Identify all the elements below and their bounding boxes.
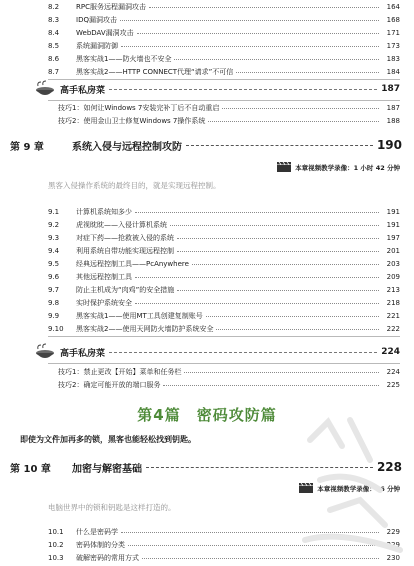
- entry-page: 229: [386, 541, 400, 549]
- toc-entry[interactable]: [48, 246, 400, 256]
- toc-entry[interactable]: [48, 2, 400, 12]
- entry-title: 什么是密码学: [76, 528, 118, 536]
- entry-title: 计算机系统知多少: [76, 208, 132, 216]
- dot-leader: [170, 225, 379, 226]
- dot-leader: [120, 20, 379, 21]
- dot-leader: [236, 72, 379, 73]
- entry-page: 221: [386, 312, 400, 320]
- entry-page: 191: [386, 221, 400, 229]
- chapter-title: 系统入侵与远程控制攻防: [72, 141, 182, 153]
- toc-entry[interactable]: [48, 233, 400, 243]
- toc-entry[interactable]: [48, 298, 400, 308]
- entry-title: 密码体制的分类: [76, 541, 125, 549]
- cooking-pot-icon: [34, 343, 56, 361]
- video-duration: 本章视频教学录像：16 分钟: [317, 484, 400, 493]
- entry-number: 9.3: [48, 234, 60, 242]
- recipe-page: 224: [381, 347, 400, 357]
- entry-page: 173: [386, 42, 400, 50]
- dot-leader: [177, 251, 379, 252]
- entry-title: RPC服务远程漏洞攻击: [76, 3, 146, 11]
- recipe-title: 高手私房菜: [60, 348, 106, 359]
- entry-number: 9.10: [48, 325, 64, 333]
- entry-page: 171: [386, 29, 400, 37]
- dot-leader: [135, 303, 379, 304]
- toc-entry[interactable]: [48, 285, 400, 295]
- dot-leader: [174, 59, 379, 60]
- entry-title: 黑客实战1——防火墙也不安全: [76, 55, 172, 63]
- entry-number: 9.1: [48, 208, 60, 216]
- toc-entry[interactable]: [48, 67, 400, 77]
- dot-leader: [177, 290, 379, 291]
- chapter-title: 加密与解密基础: [72, 463, 142, 475]
- dot-leader: [177, 238, 379, 239]
- entry-number: 9.2: [48, 221, 60, 229]
- entry-number: 9.6: [48, 273, 60, 281]
- entry-title: 系统漏洞防御: [76, 42, 118, 50]
- toc-entry[interactable]: [48, 220, 400, 230]
- entry-page: 203: [386, 260, 400, 268]
- entry-title: 经典远程控制工具——PcAnywhere: [76, 260, 189, 268]
- entry-number: 8.6: [48, 55, 60, 63]
- dash-leader: [186, 145, 373, 146]
- tip-page: 188: [386, 117, 400, 125]
- chapter-page: 228: [376, 460, 402, 474]
- divider: [48, 100, 400, 101]
- entry-number: 8.7: [48, 68, 60, 76]
- recipe-header: [34, 78, 400, 100]
- entry-page: 209: [386, 273, 400, 281]
- entry-title: 黑客实战2——使用天网防火墙防护系统安全: [76, 325, 214, 333]
- dot-leader: [184, 372, 379, 373]
- recipe-header: [34, 341, 400, 363]
- toc-entry[interactable]: [48, 207, 400, 217]
- entry-page: 184: [386, 68, 400, 76]
- entry-number: 9.9: [48, 312, 60, 320]
- entry-number: 10.3: [48, 554, 64, 562]
- entry-page: 201: [386, 247, 400, 255]
- toc-entry[interactable]: [48, 54, 400, 64]
- chapter-intro: 电脑世界中的锁和钥匙是这样打造的。: [48, 503, 176, 512]
- entry-number: 8.4: [48, 29, 60, 37]
- entry-page: 168: [386, 16, 400, 24]
- entry-title: 破解密码的常用方式: [76, 554, 139, 562]
- entry-number: 8.3: [48, 16, 60, 24]
- entry-title: 其他远程控制工具: [76, 273, 132, 281]
- toc-entry[interactable]: [48, 259, 400, 269]
- toc-entry[interactable]: [48, 324, 400, 334]
- dash-leader: [109, 352, 377, 353]
- dot-leader: [163, 385, 379, 386]
- clapperboard-icon: [277, 162, 291, 172]
- dot-leader: [135, 277, 379, 278]
- toc-entry[interactable]: [48, 41, 400, 51]
- tip-title: 技巧1：禁止更改【开始】菜单和任务栏: [58, 368, 182, 376]
- divider: [48, 336, 400, 337]
- tip-title: 技巧2：使用金山卫士修复Windows 7操作系统: [58, 117, 206, 125]
- dot-leader: [135, 212, 379, 213]
- entry-title: 黑客实战2——HTTP CONNECT代理“请求”不可信: [76, 68, 234, 76]
- entry-page: 230: [386, 554, 400, 562]
- toc-tip[interactable]: [58, 103, 400, 113]
- recipe-page: 187: [381, 84, 400, 94]
- entry-page: 218: [386, 299, 400, 307]
- entry-title: 虎视眈眈——入侵计算机系统: [76, 221, 167, 229]
- toc-entry[interactable]: [48, 272, 400, 282]
- divider: [48, 363, 400, 364]
- chapter-number: 第 10 章: [10, 463, 51, 475]
- entry-title: 实时保护系统安全: [76, 299, 132, 307]
- entry-number: 10.2: [48, 541, 64, 549]
- entry-page: 229: [386, 528, 400, 536]
- dash-leader: [109, 89, 377, 90]
- toc-entry[interactable]: [48, 15, 400, 25]
- toc-entry[interactable]: [48, 28, 400, 38]
- watermark-stamp: [290, 400, 410, 566]
- toc-entry[interactable]: [48, 311, 400, 321]
- entry-title: 防止主机成为“肉鸡”的安全措施: [76, 286, 175, 294]
- tip-title: 技巧1：如何让Windows 7安装完补丁后不自动重启: [58, 104, 220, 112]
- dot-leader: [222, 108, 379, 109]
- entry-title: 对症下药——抢救被入侵的系统: [76, 234, 174, 242]
- chapter-intro: 黑客入侵操作系统的最终目的，就是实现远程控制。: [48, 181, 221, 190]
- dot-leader: [121, 46, 379, 47]
- video-info: [277, 161, 400, 173]
- dot-leader: [192, 264, 379, 265]
- entry-title: 利用系统自带功能实现远程控制: [76, 247, 174, 255]
- entry-page: 197: [386, 234, 400, 242]
- tip-page: 225: [386, 381, 400, 389]
- entry-number: 9.5: [48, 260, 60, 268]
- toc-tip[interactable]: [58, 367, 400, 377]
- tip-page: 224: [386, 368, 400, 376]
- tip-title: 技巧2：确定可能开放的端口服务: [58, 381, 161, 389]
- entry-page: 164: [386, 3, 400, 11]
- entry-number: 8.5: [48, 42, 60, 50]
- dot-leader: [208, 121, 379, 122]
- chapter-number: 第 9 章: [10, 141, 44, 153]
- entry-page: 191: [386, 208, 400, 216]
- chapter-page: 190: [376, 138, 402, 152]
- part-intro: 即使为文件加再多的锁，黑客也能轻松找到钥匙。: [20, 435, 196, 444]
- entry-title: WebDAV漏洞攻击: [76, 29, 134, 37]
- entry-page: 222: [386, 325, 400, 333]
- dot-leader: [137, 33, 379, 34]
- video-duration: 本章视频教学录像：1 小时 42 分钟: [295, 163, 400, 172]
- recipe-title: 高手私房菜: [60, 85, 106, 96]
- entry-number: 8.2: [48, 3, 60, 11]
- entry-number: 10.1: [48, 528, 64, 536]
- tip-page: 187: [386, 104, 400, 112]
- part-title: 第4篇 密码攻防篇: [137, 406, 277, 424]
- toc-tip[interactable]: [58, 116, 400, 126]
- toc-tip[interactable]: [58, 380, 400, 390]
- cooking-pot-icon: [34, 80, 56, 98]
- entry-number: 9.7: [48, 286, 60, 294]
- dot-leader: [149, 7, 379, 8]
- dot-leader: [216, 329, 379, 330]
- entry-number: 9.8: [48, 299, 60, 307]
- entry-title: 黑客实战1——使用MT工具创建复制账号: [76, 312, 203, 320]
- dot-leader: [206, 316, 379, 317]
- entry-title: IDQ漏洞攻击: [76, 16, 117, 24]
- chapter-heading[interactable]: [10, 136, 402, 154]
- entry-page: 183: [386, 55, 400, 63]
- entry-page: 213: [386, 286, 400, 294]
- entry-number: 9.4: [48, 247, 60, 255]
